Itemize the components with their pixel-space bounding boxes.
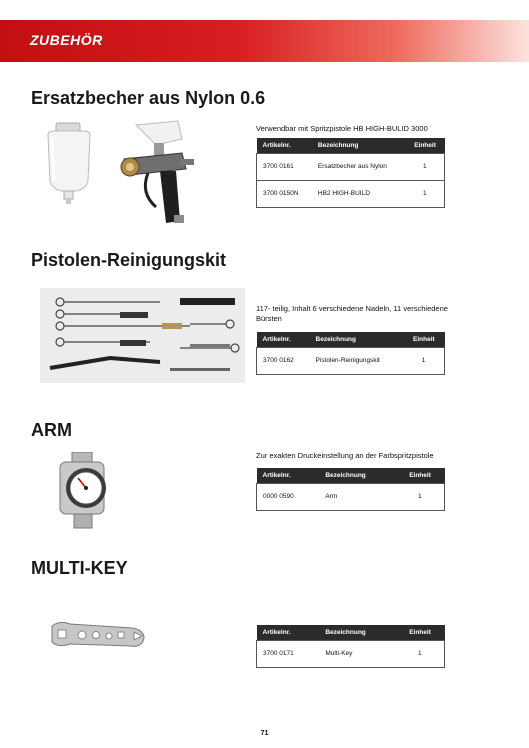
section-title-ersatzbecher: Ersatzbecher aus Nylon 0.6 [31, 88, 266, 108]
column-header-article: Artikelnr. [257, 138, 312, 154]
section-note-ersatzbecher: Verwendbar mit Spritzpistole HB HIGH-BULID 3000 [256, 124, 428, 133]
description: HB2 HIGH-BUILD [312, 181, 406, 208]
table-header-row [257, 138, 445, 154]
multi-key-image [48, 618, 148, 654]
pressure-gauge-icon [60, 452, 106, 528]
table-header-row [257, 468, 445, 484]
column-header-description: Bezeichnung [312, 138, 406, 154]
section-title-multi-key: MULTI-KEY [31, 558, 128, 578]
article-number: 3700 0162 [257, 348, 310, 375]
spray-gun-icon [121, 121, 194, 223]
column-header-description: Bezeichnung [319, 468, 395, 484]
header-title: ZUBEHÖR [30, 32, 103, 48]
column-header-unit: Einheit [406, 138, 445, 154]
cleaning-kit-image [40, 288, 245, 383]
table-header-row [257, 332, 445, 348]
table-header-row [257, 625, 445, 641]
article-number: 3700 0161 [257, 154, 312, 181]
column-header-article: Artikelnr. [257, 332, 310, 348]
unit: 1 [406, 181, 445, 208]
column-header-article: Artikelnr. [257, 625, 320, 641]
spec-table-multi-key [256, 625, 445, 668]
section-note-arm: Zur exakten Druckeinstellung an der Farbspritzpistole [256, 451, 434, 460]
table-row [257, 484, 445, 511]
column-header-unit: Einheit [396, 468, 445, 484]
column-header-article: Artikelnr. [257, 468, 320, 484]
description: Arm [319, 484, 395, 511]
unit: 1 [403, 348, 444, 375]
article-number: 3700 0171 [257, 641, 320, 668]
spray-gun-and-cup-image [40, 115, 240, 230]
column-header-unit: Einheit [396, 625, 445, 641]
spec-table-reinigungskit [256, 332, 445, 375]
article-number: 3700 0150N [257, 181, 312, 208]
description: Ersatzbecher aus Nylon [312, 154, 406, 181]
column-header-description: Bezeichnung [310, 332, 404, 348]
section-header-band [0, 20, 529, 62]
multi-key-wrench-icon [52, 622, 144, 646]
page-number: 71 [260, 730, 269, 737]
section-note-reinigungskit: 117- teilig, Inhalt 6 verschiedene Nadeln, 11 verschiedene Bürsten [256, 304, 448, 323]
table-row [257, 181, 445, 208]
pressure-gauge-image [52, 452, 112, 532]
description: Multi-Key [319, 641, 395, 668]
section-title-reinigungskit: Pistolen-Reinigungskit [31, 250, 227, 270]
table-row [257, 641, 445, 668]
table-row [257, 154, 445, 181]
table-row [257, 348, 445, 375]
column-header-unit: Einheit [403, 332, 444, 348]
unit: 1 [396, 484, 445, 511]
column-header-description: Bezeichnung [319, 625, 395, 641]
unit: 1 [396, 641, 445, 668]
unit: 1 [406, 154, 445, 181]
article-number: 0000 0590 [257, 484, 320, 511]
spec-table-arm [256, 468, 445, 511]
spec-table-ersatzbecher [256, 138, 445, 208]
nylon-cup-icon [48, 123, 90, 204]
description: Pistolen-Reinigungskit [310, 348, 404, 375]
section-title-arm: ARM [31, 420, 72, 440]
